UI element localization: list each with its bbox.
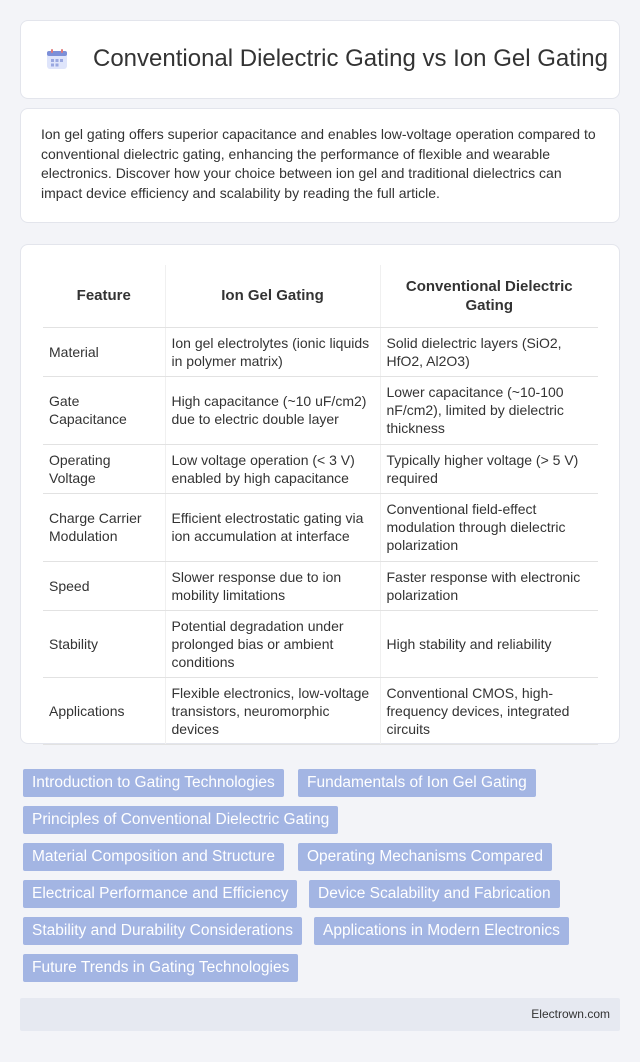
tag-link[interactable]: Fundamentals of Ion Gel Gating xyxy=(298,769,536,797)
tag-link[interactable]: Introduction to Gating Technologies xyxy=(23,769,284,797)
table-cell: Stability xyxy=(43,610,165,677)
intro-card xyxy=(20,108,620,223)
table-cell: Conventional field-effect modulation through dielectric polarization xyxy=(380,493,598,561)
table-cell: Charge Carrier Modulation xyxy=(43,493,165,561)
footer-site-name: Electrown.com xyxy=(531,1007,610,1021)
table-row xyxy=(43,493,598,561)
tag-link[interactable]: Electrical Performance and Efficiency xyxy=(23,880,297,908)
table-cell: Flexible electronics, low-voltage transistors, neuromorphic devices xyxy=(165,677,380,744)
table-cell: Material xyxy=(43,327,165,376)
table-cell: High stability and reliability xyxy=(380,610,598,677)
tag-link[interactable]: Applications in Modern Electronics xyxy=(314,917,569,945)
tag-link[interactable]: Stability and Durability Considerations xyxy=(23,917,302,945)
table-row xyxy=(43,376,598,444)
tag-link[interactable]: Future Trends in Gating Technologies xyxy=(23,954,298,982)
tag-link[interactable]: Principles of Conventional Dielectric Gating xyxy=(23,806,338,834)
page-title: Conventional Dielectric Gating vs Ion Gel Gating xyxy=(93,45,608,72)
table-cell: Applications xyxy=(43,677,165,744)
table-cell: Slower response due to ion mobility limitations xyxy=(165,561,380,610)
calendar-icon xyxy=(45,47,69,71)
tag-link[interactable]: Material Composition and Structure xyxy=(23,843,284,871)
intro-text: Ion gel gating offers superior capacitance and enables low-voltage operation compared to conventional dielectric gating, enhancing the performance of flexible and wearable electronics. Discover how your choice between ion gel and traditional dielectrics can impact device efficiency and scalability by reading the full article. xyxy=(41,126,596,201)
table-cell: Typically higher voltage (> 5 V) required xyxy=(380,444,598,493)
header-feature: Feature xyxy=(43,265,165,327)
table-row xyxy=(43,610,598,677)
table-cell: High capacitance (~10 uF/cm2) due to electric double layer xyxy=(165,376,380,444)
table-cell: Potential degradation under prolonged bias or ambient conditions xyxy=(165,610,380,677)
table-cell: Low voltage operation (< 3 V) enabled by high capacitance xyxy=(165,444,380,493)
table-cell: Ion gel electrolytes (ionic liquids in polymer matrix) xyxy=(165,327,380,376)
comparison-table xyxy=(43,265,598,745)
table-header-row xyxy=(43,265,598,327)
tag-link[interactable]: Operating Mechanisms Compared xyxy=(298,843,552,871)
table-cell: Efficient electrostatic gating via ion accumulation at interface xyxy=(165,493,380,561)
table-row xyxy=(43,327,598,376)
table-row xyxy=(43,677,598,744)
table-row xyxy=(43,444,598,493)
table-row xyxy=(43,561,598,610)
table-cell: Gate Capacitance xyxy=(43,376,165,444)
footer xyxy=(20,998,620,1031)
table-cell: Operating Voltage xyxy=(43,444,165,493)
table-cell: Speed xyxy=(43,561,165,610)
tag-link[interactable]: Device Scalability and Fabrication xyxy=(309,880,560,908)
table-cell: Faster response with electronic polarization xyxy=(380,561,598,610)
table-cell: Solid dielectric layers (SiO2, HfO2, Al2O3) xyxy=(380,327,598,376)
header-card xyxy=(20,20,620,99)
header-conventional: Conventional Dielectric Gating xyxy=(380,265,598,327)
comparison-table-card xyxy=(20,244,620,744)
table-cell: Lower capacitance (~10-100 nF/cm2), limited by dielectric thickness xyxy=(380,376,598,444)
table-cell: Conventional CMOS, high-frequency devices, integrated circuits xyxy=(380,677,598,744)
header-ion-gel: Ion Gel Gating xyxy=(165,265,380,327)
